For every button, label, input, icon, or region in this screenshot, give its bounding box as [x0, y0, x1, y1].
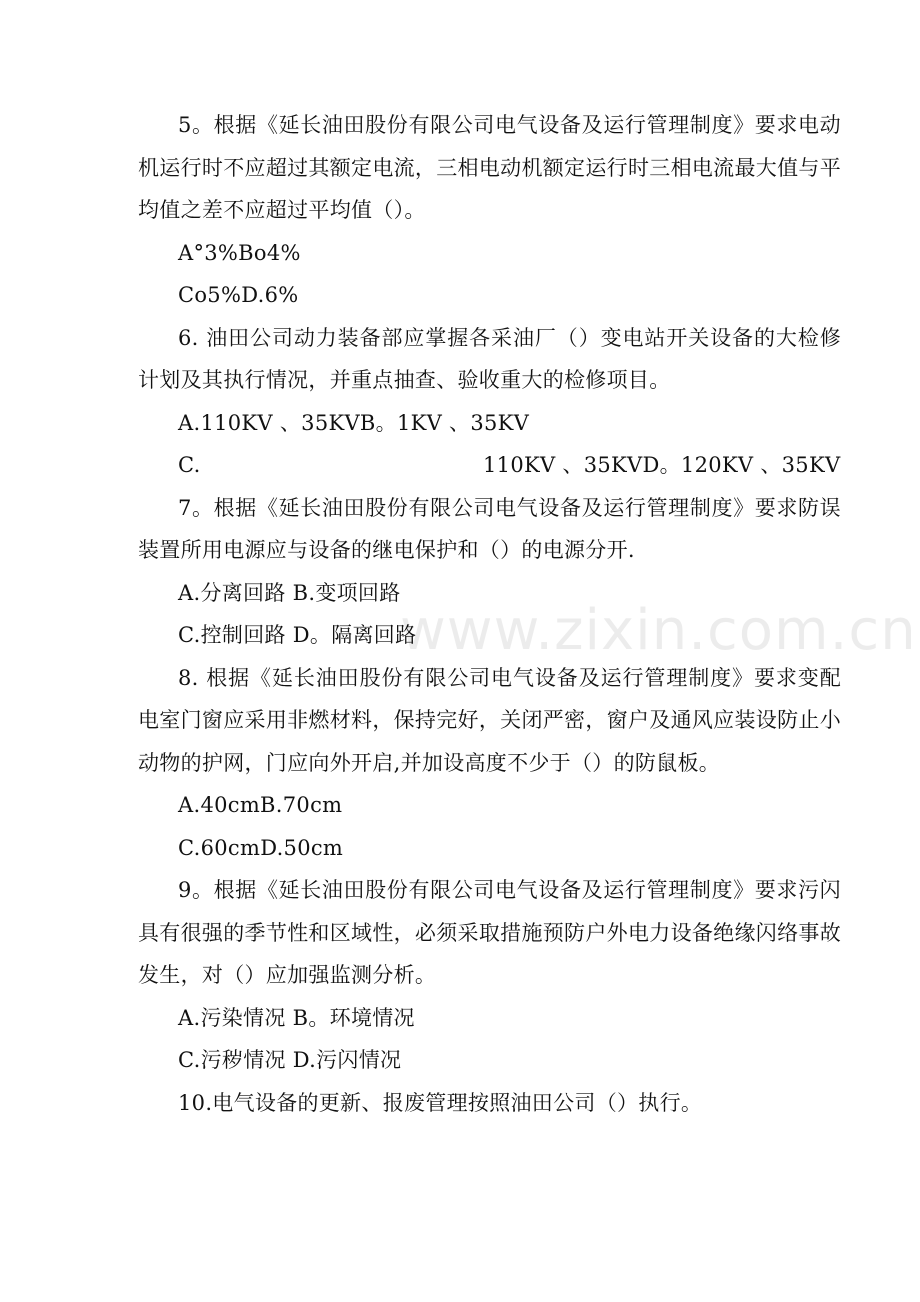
question-6-options-cd — [138, 444, 841, 487]
question-8-stem: 8. 根据《延长油田股份有限公司电气设备及运行管理制度》要求变配电室门窗应采用非燃材料，保持完好，关闭严密，窗户及通风应装设防止小动物的护网，门应向外开启,并加设高度不少于（）的防鼠板。 — [138, 665, 841, 775]
watermark-text: www.zixin.com.cn — [400, 598, 917, 663]
question-5-options-ab: A°3%Bo4% — [178, 240, 301, 265]
question-7-options-ab: A.分离回路 B.变项回路 — [178, 580, 401, 605]
question-9-options-ab: A.污染情况 B。环境情况 — [178, 1005, 415, 1030]
question-6-option-c-label: C. — [178, 453, 201, 477]
question-9-stem: 9。根据《延长油田股份有限公司电气设备及运行管理制度》要求污闪具有很强的季节性和区域性，必须采取措施预防户外电力设备绝缘闪络事故发生，对（）应加强监测分析。 — [138, 878, 841, 987]
question-9-options-cd: C.污秽情况 D.污闪情况 — [178, 1048, 402, 1072]
question-7-options-cd: C.控制回路 D。隔离回路 — [178, 623, 417, 647]
question-8-options-ab: A.40cmB.70cm — [178, 793, 343, 817]
question-list — [138, 104, 841, 1124]
question-6-options-ab: A.110KV 、35KVB。1KV 、35KV — [178, 410, 530, 435]
question-5-stem: 5。根据《延长油田股份有限公司电气设备及运行管理制度》要求电动机运行时不应超过其额定电流，三相电动机额定运行时三相电流最大值与平均值之差不应超过平均值（）。 — [138, 113, 841, 222]
question-5-options-cd: Co5%D.6% — [178, 283, 299, 307]
question-10-stem: 10.电气设备的更新、报废管理按照油田公司（）执行。 — [178, 1090, 703, 1115]
question-8-options-cd: C.60cmD.50cm — [178, 835, 344, 860]
question-6-stem: 6. 油田公司动力装备部应掌握各采油厂（）变电站开关设备的大检修计划及其执行情况，并重点抽查、验收重大的检修项目。 — [138, 325, 841, 392]
question-6-option-c-text: 110KV 、35KVD。120KV 、35KV — [483, 453, 841, 477]
question-7-stem: 7。根据《延长油田股份有限公司电气设备及运行管理制度》要求防误装置所用电源应与设备的继电保护和（）的电源分开. — [138, 495, 841, 562]
